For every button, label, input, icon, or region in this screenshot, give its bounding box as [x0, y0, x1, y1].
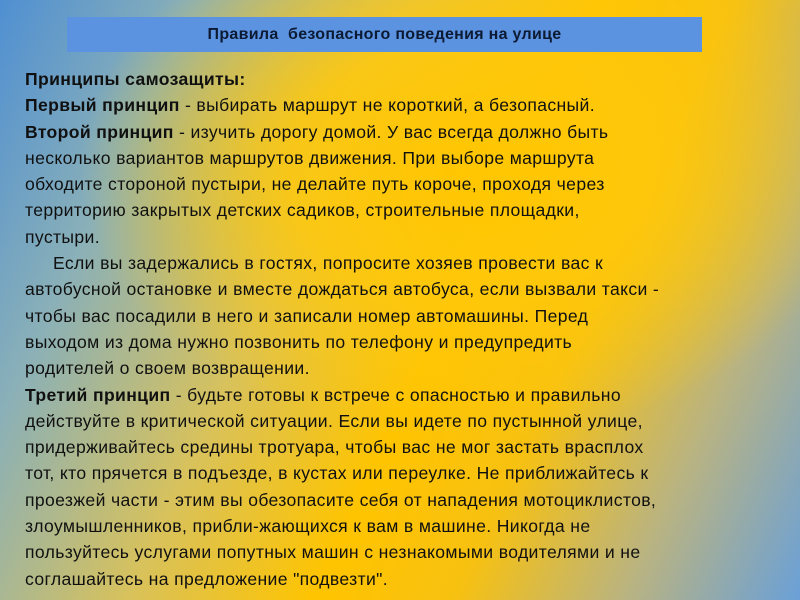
text-line: злоумышленников, прибли-жающихся к вам в машине. Никогда не — [25, 516, 591, 537]
text-line: территорию закрытых детских садиков, строительные площадки, — [25, 200, 580, 221]
principle-3-label: Третий принцип — [25, 384, 171, 405]
text-line: родителей о своем возвращении. — [25, 358, 310, 379]
principle-3-line — [25, 382, 795, 408]
guests-text: Если вы задержались в гостях, попросите хозяев провести вас к — [53, 253, 604, 274]
text-line: пользуйтесь услугами попутных машин с незнакомыми водителями и не — [25, 542, 641, 563]
text-line: чтобы вас посадили в него и записали номер автомашины. Перед — [25, 305, 589, 326]
text-line: несколько вариантов маршрутов движения. При выборе маршрута — [25, 147, 595, 168]
text-line: пустыри. — [25, 226, 100, 247]
text-line: автобусной остановке и вместе дождаться автобуса, если вызвали такси - — [25, 279, 660, 300]
text-line: действуйте в критической ситуации. Если вы идете по пустынной улице, — [25, 410, 643, 431]
text-line: тот, кто прячется в подъезде, в кустах или переулке. Не приближайтесь к — [25, 463, 649, 484]
principle-1-label: Первый принцип — [25, 95, 180, 116]
guests-paragraph-line — [25, 250, 795, 276]
principle-1-text: - выбирать маршрут не короткий, а безопасный. — [179, 95, 595, 116]
section-heading — [25, 66, 795, 92]
rules-text — [25, 66, 795, 592]
title-bar — [67, 17, 702, 52]
principle-2-line — [25, 119, 795, 145]
text-line: обходите стороной пустыри, не делайте путь короче, проходя через — [25, 174, 605, 195]
text-line: проезжей части - этим вы обезопасите себя от нападения мотоциклистов, — [25, 489, 657, 510]
principle-1-line — [25, 92, 795, 118]
principle-3-text: - будьте готовы к встрече с опасностью и правильно — [170, 384, 621, 405]
principle-2-text: - изучить дорогу домой. У вас всегда должно быть — [173, 121, 609, 142]
text-line: выходом из дома нужно позвонить по телефону и предупредить — [25, 331, 573, 352]
page-title: Правила безопасного поведения на улице — [207, 25, 562, 43]
principle-2-label: Второй принцип — [25, 121, 174, 142]
heading-text: Принципы самозащиты: — [25, 69, 246, 89]
text-line: придерживайтесь средины тротуара, чтобы вас не мог застать врасплох — [25, 437, 644, 458]
text-line: соглашайтесь на предложение "подвезти". — [25, 568, 388, 589]
